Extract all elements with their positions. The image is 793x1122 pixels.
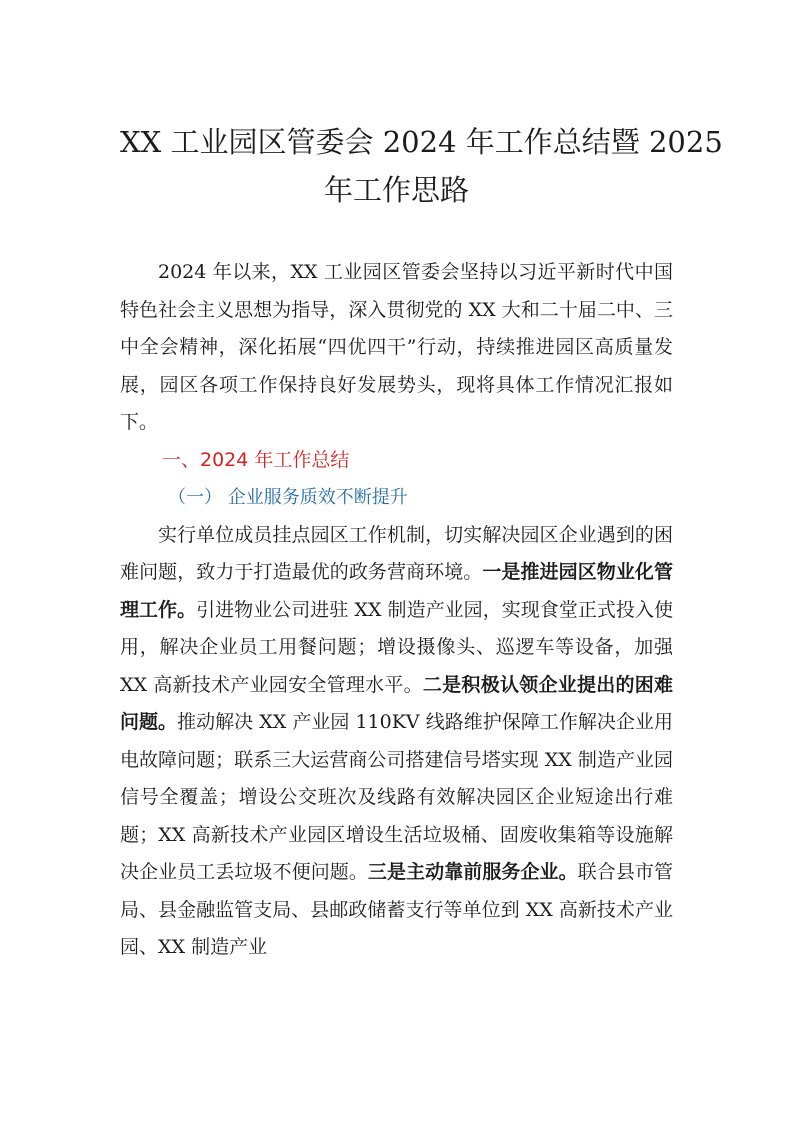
body-text-1: 实行单位成员挂点园区工作机制，切实解决园区企业遇到的困难问题，致力于打造最优的政务营商环境。 bbox=[120, 523, 673, 583]
body-text-3: 推动解决 XX 产业园 110KV 线路维护保障工作解决企业用电故障问题；联系三大运营商公司搭建信号塔实现 XX 制造产业园信号全覆盖；增设公交班次及线路有效解决园区企业短途出行难题；XX 高新技术产业园区增设生活垃圾桶、固废收集箱等设施解决企业员工丢垃圾不便问题。 bbox=[120, 711, 673, 883]
body-text-2: 引进物业公司进驻 XX 制造产业园，实现食堂正式投入使用，解决企业员工用餐问题；增设摄像头、巡逻车等设备，加强 XX 高新技术产业园安全管理水平。 bbox=[120, 598, 673, 696]
subsection-heading-1: （一） 企业服务质效不断提升 bbox=[168, 487, 408, 508]
intro-paragraph: 2024 年以来，XX 工业园区管委会坚持以习近平新时代中国特色社会主义思想为指导，深入贯彻党的 XX 大和二十届二中、三中全会精神，深化拓展“四优四干”行动，持续推进园区高质量发展，园区各项工作保持良好发展势头，现将具体工作情况汇报如下。 bbox=[120, 261, 673, 433]
title-line-1: XX 工业园区管委会 2024 年工作总结暨 2025 bbox=[120, 125, 723, 159]
body-paragraph bbox=[120, 517, 673, 967]
body-text-4: 联合县市管局、县金融监管支局、县邮政储蓄支行等单位到 XX 高新技术产业园、XX 制造产业 bbox=[120, 861, 673, 958]
section-heading-1: 一、2024 年工作总结 bbox=[162, 448, 350, 471]
lead-point-1: 一是推进园区物业化管理工作。 bbox=[120, 561, 673, 621]
lead-point-3: 三是主动靠前服务企业。 bbox=[367, 861, 578, 883]
lead-point-2: 二是积极认领企业提出的困难问题。 bbox=[120, 673, 673, 733]
document-title bbox=[120, 118, 723, 214]
title-line-2: 年工作思路 bbox=[323, 173, 469, 207]
